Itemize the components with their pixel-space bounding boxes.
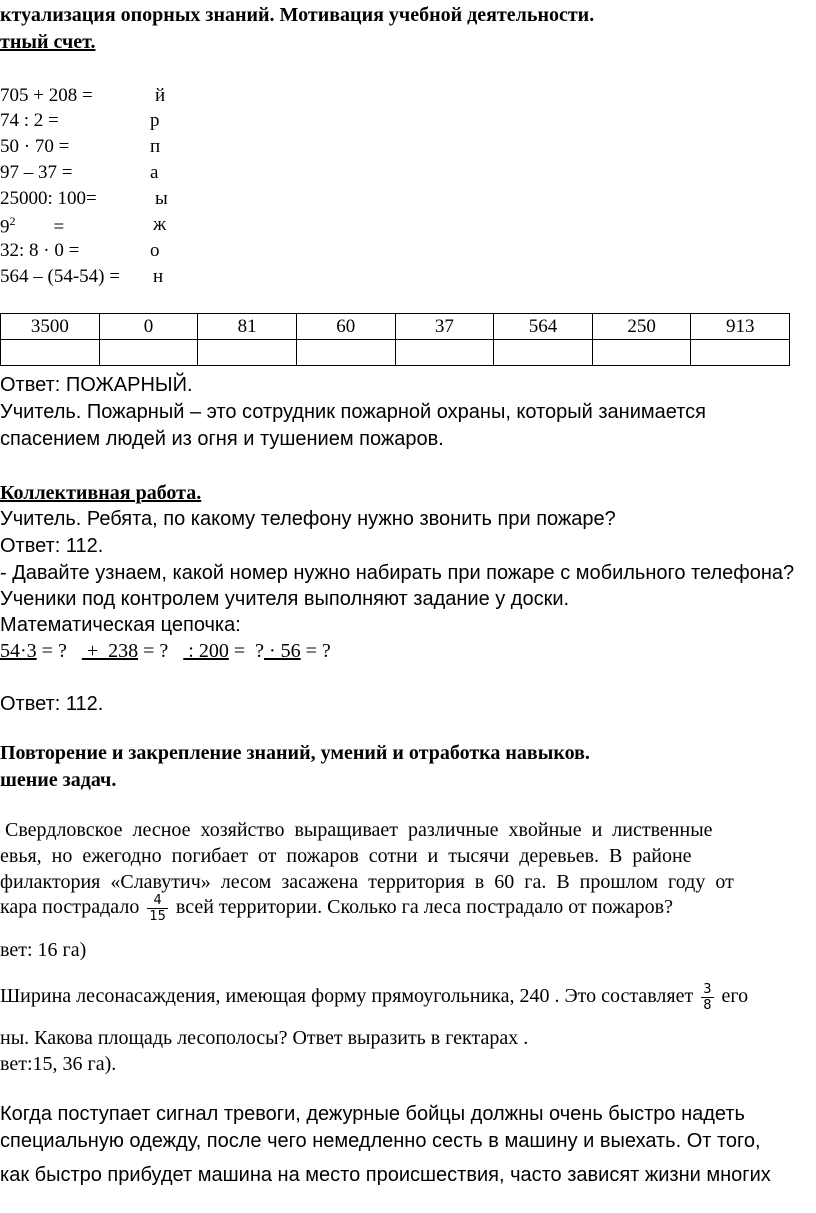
subheading-oral-count: тный счет.	[0, 31, 96, 53]
problem-1-answer: вет: 16 га)	[0, 939, 87, 961]
problem-2-line-1	[0, 982, 748, 1013]
equation-6-base: 9	[0, 216, 10, 238]
table-cell-value: 81	[198, 314, 297, 340]
answer-table-letters-row	[1, 340, 790, 366]
table-cell-value: 250	[592, 314, 691, 340]
table-cell-empty	[592, 340, 691, 366]
table-cell-value: 60	[296, 314, 395, 340]
answer-112-first: Ответ: 112.	[0, 535, 104, 557]
problem-1-line-4	[0, 893, 673, 924]
answer-table-values-row	[1, 314, 790, 340]
equation-4: 97 – 37 =	[0, 162, 73, 183]
problem-2-answer: вет:15, 36 га).	[0, 1053, 117, 1075]
equation-1: 705 + 208 =	[0, 85, 93, 106]
chain-eq-1: = ?	[36, 640, 82, 662]
chain-eq-4: = ?	[300, 640, 331, 662]
equation-2: 74 : 2 =	[0, 110, 59, 131]
problem-3-line-1: Когда поступает сигнал тревоги, дежурные бойцы должны очень быстро надеть	[0, 1103, 745, 1125]
equation-3: 50 · 70 =	[0, 136, 70, 157]
problem-3-line-2: специальную одежду, после чего немедленно сесть в машину и выехать. От того,	[0, 1130, 761, 1152]
chain-step-3: : 200	[183, 640, 229, 662]
fraction-denominator: 8	[703, 998, 712, 1013]
equation-7-letter: о	[150, 240, 160, 261]
table-cell-value: 0	[99, 314, 198, 340]
equation-6	[0, 214, 64, 238]
problem-1-line-4-end: всей территории. Сколько га леса пострадало от пожаров?	[175, 896, 673, 919]
chain-step-1: 54·3	[0, 640, 37, 662]
problem-1-line-4-start: кара пострадало	[0, 896, 140, 919]
section-heading-review: Повторение и закрепление знаний, умений и отработка навыков.	[0, 742, 590, 764]
fraction-denominator: 15	[149, 909, 166, 924]
equation-1-letter: й	[155, 85, 166, 106]
answer-pozharny: Ответ: ПОЖАРНЫЙ.	[0, 374, 193, 396]
table-cell-empty	[494, 340, 593, 366]
question-phone: Учитель. Ребята, по какому телефону нужно звонить при пожаре?	[0, 508, 616, 530]
table-cell-value: 913	[691, 314, 790, 340]
chain-step-2: + 238	[81, 640, 139, 662]
section-heading-collective-work: Коллективная работа.	[0, 482, 202, 504]
equation-6-exponent: 2	[9, 214, 16, 228]
equation-6-equals: =	[53, 216, 65, 238]
fraction-numerator: 3	[703, 982, 712, 997]
problem-3-line-3: как быстро прибудет машина на место происшествия, часто зависят жизни многих	[0, 1164, 771, 1186]
table-cell-value: 564	[494, 314, 593, 340]
answer-112-second: Ответ: 112.	[0, 693, 104, 715]
problem-1-line-3: филактория «Славутич» лесом засажена территория в 60 га. В прошлом году от	[0, 871, 734, 893]
students-task: Ученики под контролем учителя выполняют задание у доски.	[0, 588, 570, 610]
math-chain	[0, 640, 331, 663]
chain-title: Математическая цепочка:	[0, 614, 241, 636]
chain-step-4: · 56	[263, 640, 301, 662]
teacher-text-line-2: спасением людей из огня и тушением пожаров.	[0, 428, 444, 450]
equation-8-letter: н	[153, 266, 164, 287]
fraction-numerator: 4	[153, 893, 162, 908]
question-mobile: - Давайте узнаем, какой номер нужно набирать при пожаре с мобильного телефона?	[0, 562, 795, 584]
problem-2-line-1-end: его	[721, 985, 749, 1008]
table-cell-empty	[395, 340, 494, 366]
table-cell-value: 37	[395, 314, 494, 340]
answer-table	[0, 313, 790, 366]
table-cell-empty	[691, 340, 790, 366]
equation-2-letter: р	[150, 110, 160, 131]
teacher-text-line-1: Учитель. Пожарный – это сотрудник пожарной охраны, который занимается	[0, 401, 706, 423]
table-cell-value: 3500	[1, 314, 100, 340]
equation-3-letter: п	[150, 136, 161, 157]
section-heading-actualization: ктуализация опорных знаний. Мотивация учебной деятельности.	[0, 4, 595, 26]
table-cell-empty	[1, 340, 100, 366]
chain-eq-2: = ?	[138, 640, 184, 662]
table-cell-empty	[296, 340, 395, 366]
equation-5-letter: ы	[155, 188, 168, 209]
equation-5: 25000: 100=	[0, 188, 97, 209]
fraction-3-8	[701, 982, 713, 1013]
table-cell-empty	[198, 340, 297, 366]
equation-4-letter: а	[150, 162, 159, 183]
problem-1-line-2: евья, но ежегодно погибает от пожаров сотни и тысячи деревьев. В районе	[0, 845, 692, 867]
subheading-problem-solving: шение задач.	[0, 769, 117, 791]
equation-6-letter: ж	[153, 214, 167, 235]
chain-eq-3: = ?	[228, 640, 264, 662]
table-cell-empty	[99, 340, 198, 366]
equation-8: 564 – (54-54) =	[0, 266, 120, 287]
fraction-4-15	[147, 893, 168, 924]
problem-2-line-2: ны. Какова площадь лесополосы? Ответ выразить в гектарах .	[0, 1027, 529, 1049]
equation-7: 32: 8 · 0 =	[0, 240, 80, 261]
problem-2-line-1-start: Ширина лесонасаждения, имеющая форму прямоугольника, 240 . Это составляет	[0, 985, 694, 1008]
problem-1-line-1: Свердловское лесное хозяйство выращивает различные хвойные и лиственные	[0, 819, 713, 841]
